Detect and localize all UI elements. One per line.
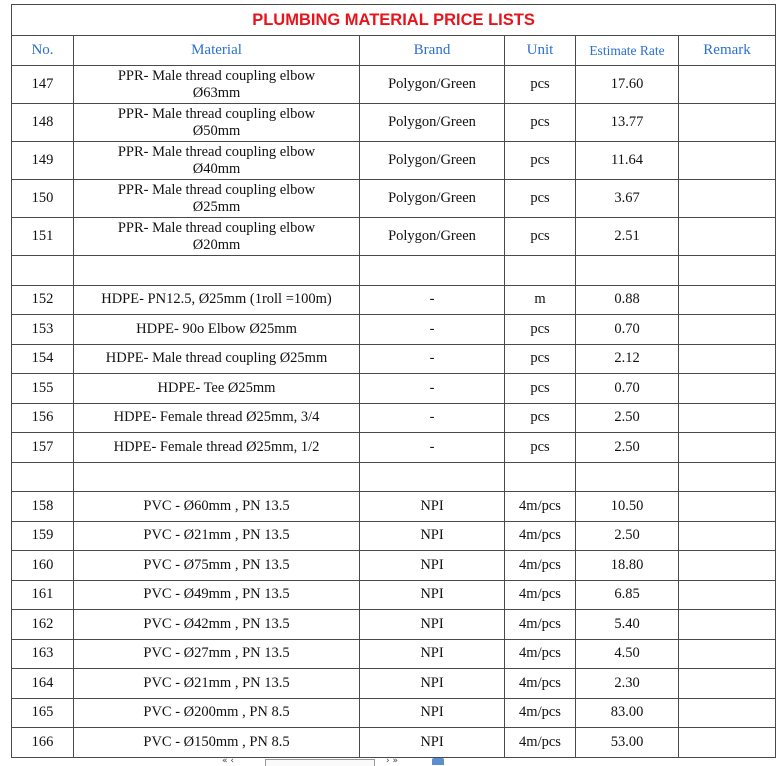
- cell-material: [74, 142, 360, 180]
- cell-remark: [679, 218, 776, 256]
- cell-unit: 4m/pcs: [505, 639, 576, 669]
- table-row: [12, 66, 776, 104]
- cell-unit: 4m/pcs: [505, 698, 576, 728]
- cell-no: 147: [12, 66, 74, 104]
- cell-material: PVC - Ø21mm , PN 13.5: [74, 669, 360, 699]
- cell-brand: Polygon/Green: [360, 142, 505, 180]
- table-row: [12, 433, 776, 463]
- table-row: [12, 142, 776, 180]
- table-row: [12, 403, 776, 433]
- cell-material: PVC - Ø60mm , PN 13.5: [74, 492, 360, 522]
- cell-remark: [679, 669, 776, 699]
- cell-no: 156: [12, 403, 74, 433]
- cell-rate: 6.85: [576, 580, 679, 610]
- cell-brand: NPI: [360, 551, 505, 581]
- cell-remark: [679, 551, 776, 581]
- cell-no: 158: [12, 492, 74, 522]
- cell-unit: pcs: [505, 180, 576, 218]
- cell-rate: 83.00: [576, 698, 679, 728]
- prev-page-button[interactable]: « ‹: [222, 756, 234, 766]
- cell-remark: [679, 433, 776, 463]
- cell-no: 149: [12, 142, 74, 180]
- cell-unit: 4m/pcs: [505, 728, 576, 758]
- cell-rate: 17.60: [576, 66, 679, 104]
- cell-no: 159: [12, 521, 74, 551]
- table-row: [12, 551, 776, 581]
- cell-brand: -: [360, 433, 505, 463]
- material-line: PPR- Male thread coupling elbow: [117, 219, 316, 236]
- cell-no: 160: [12, 551, 74, 581]
- cell-material: HDPE- Female thread Ø25mm, 1/2: [74, 433, 360, 463]
- cell-no: 157: [12, 433, 74, 463]
- cell-unit: 4m/pcs: [505, 551, 576, 581]
- cell-unit: 4m/pcs: [505, 580, 576, 610]
- cell-remark: [679, 344, 776, 374]
- cell-material: [74, 218, 360, 256]
- cell-rate: 0.70: [576, 315, 679, 345]
- cell-brand: -: [360, 344, 505, 374]
- cell-remark: [679, 728, 776, 758]
- cell-no: 155: [12, 374, 74, 404]
- cell-unit: 4m/pcs: [505, 669, 576, 699]
- cell-no: 151: [12, 218, 74, 256]
- table-row: [12, 285, 776, 315]
- cell-rate: 2.50: [576, 403, 679, 433]
- cell-unit: pcs: [505, 315, 576, 345]
- cell-remark: [679, 580, 776, 610]
- cell-material: PVC - Ø200mm , PN 8.5: [74, 698, 360, 728]
- blank-row: [12, 256, 776, 286]
- cell-no: 161: [12, 580, 74, 610]
- cell-no: 152: [12, 285, 74, 315]
- cell-rate: 11.64: [576, 142, 679, 180]
- cell-material: PVC - Ø49mm , PN 13.5: [74, 580, 360, 610]
- cell-brand: NPI: [360, 610, 505, 640]
- cell-brand: NPI: [360, 669, 505, 699]
- next-page-button[interactable]: › »: [386, 756, 398, 766]
- cell-brand: NPI: [360, 639, 505, 669]
- cell-material: HDPE- Female thread Ø25mm, 3/4: [74, 403, 360, 433]
- header-estimate-rate: Estimate Rate: [576, 36, 679, 66]
- cell-material: HDPE- Tee Ø25mm: [74, 374, 360, 404]
- cell-rate: 13.77: [576, 104, 679, 142]
- cell-brand: -: [360, 374, 505, 404]
- cell-rate: 2.50: [576, 433, 679, 463]
- cell-unit: 4m/pcs: [505, 492, 576, 522]
- cell-rate: 4.50: [576, 639, 679, 669]
- cell-no: 162: [12, 610, 74, 640]
- cell-remark: [679, 521, 776, 551]
- cell-unit: pcs: [505, 433, 576, 463]
- cell-material: PVC - Ø27mm , PN 13.5: [74, 639, 360, 669]
- cell-unit: pcs: [505, 104, 576, 142]
- cell-remark: [679, 698, 776, 728]
- cell-material: PVC - Ø75mm , PN 13.5: [74, 551, 360, 581]
- material-line: PPR- Male thread coupling elbow: [117, 67, 316, 84]
- material-size: Ø50mm: [192, 122, 241, 139]
- cell-unit: pcs: [505, 403, 576, 433]
- cell-material: PVC - Ø150mm , PN 8.5: [74, 728, 360, 758]
- cell-no: 166: [12, 728, 74, 758]
- sheet-navigation-bar: [0, 757, 778, 765]
- header-unit: Unit: [505, 36, 576, 66]
- table-row: [12, 580, 776, 610]
- cell-brand: NPI: [360, 521, 505, 551]
- cell-remark: [679, 403, 776, 433]
- material-line: PPR- Male thread coupling elbow: [117, 143, 316, 160]
- cell-remark: [679, 639, 776, 669]
- header-row: [12, 36, 776, 66]
- cell-unit: pcs: [505, 344, 576, 374]
- cell-brand: Polygon/Green: [360, 180, 505, 218]
- cell-no: 165: [12, 698, 74, 728]
- cell-unit: pcs: [505, 66, 576, 104]
- cell-rate: 0.70: [576, 374, 679, 404]
- cell-remark: [679, 104, 776, 142]
- table-row: [12, 180, 776, 218]
- cell-material: PVC - Ø42mm , PN 13.5: [74, 610, 360, 640]
- header-remark: Remark: [679, 36, 776, 66]
- material-size: Ø63mm: [192, 84, 241, 101]
- cell-remark: [679, 492, 776, 522]
- cell-brand: -: [360, 315, 505, 345]
- cell-brand: NPI: [360, 580, 505, 610]
- material-line: PPR- Male thread coupling elbow: [117, 181, 316, 198]
- cell-remark: [679, 142, 776, 180]
- table-row: [12, 218, 776, 256]
- cell-remark: [679, 315, 776, 345]
- cell-no: 164: [12, 669, 74, 699]
- cell-remark: [679, 285, 776, 315]
- material-size: Ø25mm: [192, 198, 241, 215]
- cell-unit: 4m/pcs: [505, 521, 576, 551]
- cell-no: 153: [12, 315, 74, 345]
- cell-rate: 0.88: [576, 285, 679, 315]
- header-brand: Brand: [360, 36, 505, 66]
- material-size: Ø40mm: [192, 160, 241, 177]
- cell-brand: Polygon/Green: [360, 66, 505, 104]
- table-row: [12, 104, 776, 142]
- cell-material: HDPE- 90o Elbow Ø25mm: [74, 315, 360, 345]
- cell-brand: -: [360, 285, 505, 315]
- cell-rate: 10.50: [576, 492, 679, 522]
- price-list-sheet: [11, 4, 775, 758]
- table-row: [12, 669, 776, 699]
- cell-brand: NPI: [360, 728, 505, 758]
- cell-rate: 2.12: [576, 344, 679, 374]
- table-row: [12, 492, 776, 522]
- cell-no: 148: [12, 104, 74, 142]
- cell-rate: 53.00: [576, 728, 679, 758]
- cell-brand: Polygon/Green: [360, 218, 505, 256]
- title-row: [12, 5, 776, 36]
- cell-rate: 3.67: [576, 180, 679, 218]
- table-row: [12, 521, 776, 551]
- cell-material: HDPE- Male thread coupling Ø25mm: [74, 344, 360, 374]
- cell-brand: -: [360, 403, 505, 433]
- table-row: [12, 315, 776, 345]
- cell-no: 154: [12, 344, 74, 374]
- cell-brand: NPI: [360, 492, 505, 522]
- blank-row: [12, 462, 776, 492]
- cell-unit: m: [505, 285, 576, 315]
- cell-rate: 2.30: [576, 669, 679, 699]
- table-row: [12, 698, 776, 728]
- cell-remark: [679, 180, 776, 218]
- cell-remark: [679, 66, 776, 104]
- cell-material: [74, 66, 360, 104]
- table-row: [12, 728, 776, 758]
- table-row: [12, 374, 776, 404]
- cell-remark: [679, 610, 776, 640]
- table-row: [12, 344, 776, 374]
- material-line: PPR- Male thread coupling elbow: [117, 105, 316, 122]
- cell-rate: 2.51: [576, 218, 679, 256]
- cell-remark: [679, 374, 776, 404]
- cell-material: HDPE- PN12.5, Ø25mm (1roll =100m): [74, 285, 360, 315]
- header-material: Material: [74, 36, 360, 66]
- cell-unit: pcs: [505, 142, 576, 180]
- price-table: [11, 4, 776, 758]
- cell-rate: 5.40: [576, 610, 679, 640]
- cell-material: [74, 180, 360, 218]
- cell-brand: NPI: [360, 698, 505, 728]
- table-row: [12, 639, 776, 669]
- cell-unit: pcs: [505, 374, 576, 404]
- cell-no: 150: [12, 180, 74, 218]
- cell-rate: 2.50: [576, 521, 679, 551]
- cell-material: PVC - Ø21mm , PN 13.5: [74, 521, 360, 551]
- header-no: No.: [12, 36, 74, 66]
- cell-unit: pcs: [505, 218, 576, 256]
- cell-unit: 4m/pcs: [505, 610, 576, 640]
- table-row: [12, 610, 776, 640]
- page-title: PLUMBING MATERIAL PRICE LISTS: [12, 5, 776, 36]
- cell-rate: 18.80: [576, 551, 679, 581]
- cell-brand: Polygon/Green: [360, 104, 505, 142]
- sheet-icon[interactable]: [432, 758, 444, 765]
- cell-no: 163: [12, 639, 74, 669]
- cell-material: [74, 104, 360, 142]
- material-size: Ø20mm: [192, 236, 241, 253]
